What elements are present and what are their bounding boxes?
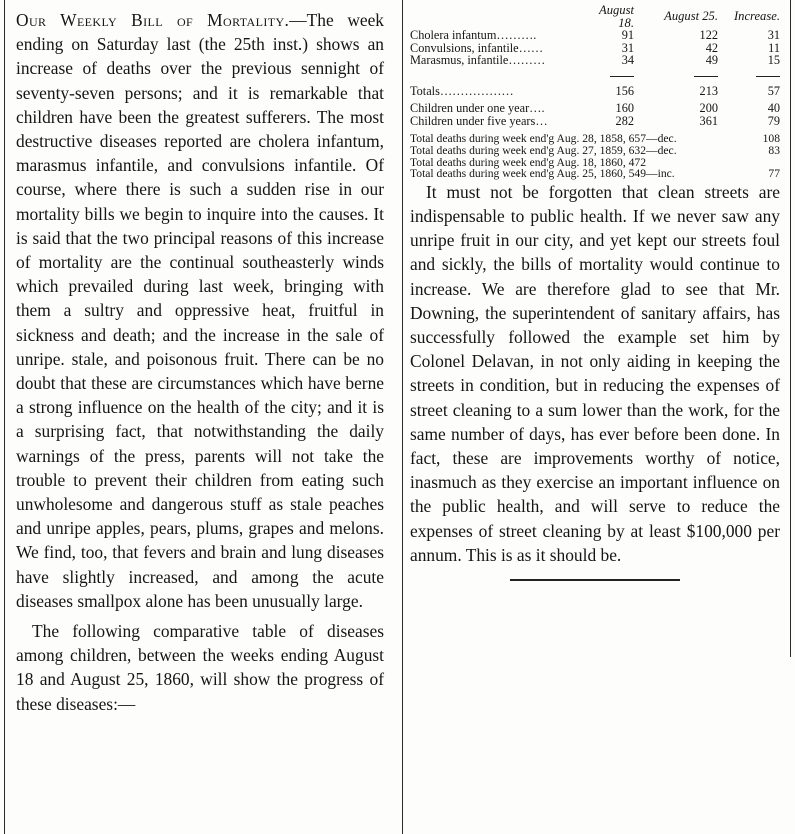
article-end-rule bbox=[510, 579, 680, 581]
column-rule-middle bbox=[402, 0, 403, 834]
totals-row bbox=[410, 85, 780, 98]
row-increase: 15 bbox=[767, 53, 780, 68]
row-aug18: 282 bbox=[615, 113, 634, 128]
disease-rows bbox=[410, 29, 780, 67]
row-aug18: 34 bbox=[621, 53, 634, 68]
table-row bbox=[410, 102, 780, 115]
article-left-column bbox=[16, 8, 384, 716]
yearly-total-text: Total deaths during week end'g Aug. 25, 1860, 549—inc. bbox=[410, 167, 675, 181]
children-rows bbox=[410, 102, 780, 127]
header-increase: Increase. bbox=[733, 9, 780, 24]
row-aug18: 160 bbox=[615, 101, 634, 116]
yearly-totals-list bbox=[410, 133, 780, 179]
row-label: Convulsions, infantile…… bbox=[410, 40, 544, 55]
yearly-total-text: Total deaths during week end'g Aug. 27, 1859, 632—dec. bbox=[410, 143, 677, 157]
table-row bbox=[410, 54, 780, 67]
row-label: Children under five years… bbox=[410, 113, 548, 128]
row-increase: 40 bbox=[767, 101, 780, 116]
row-label: Marasmus, infantile……… bbox=[410, 53, 546, 68]
row-aug18: 91 bbox=[621, 28, 634, 43]
row-aug18: 31 bbox=[621, 40, 634, 55]
totals-aug25: 213 bbox=[699, 83, 718, 98]
row-aug25: 122 bbox=[699, 28, 718, 43]
row-increase: 79 bbox=[767, 113, 780, 128]
table-header-row bbox=[410, 4, 780, 29]
header-aug18: August 18. bbox=[599, 3, 634, 30]
yearly-total-line bbox=[410, 145, 780, 157]
row-increase: 11 bbox=[768, 40, 780, 55]
header-aug25: August 25. bbox=[664, 9, 718, 24]
article-paragraph-2: The following comparative table of diseases among children, between the weeks ending August 18 and August 25, 1860, will show the progress of these diseases:— bbox=[16, 621, 384, 714]
row-label: Cholera infantum………. bbox=[410, 28, 537, 43]
paragraph-1-text: —The week ending on Saturday last (the 25th inst.) shows an increase of deaths over the previous sennight of seventy-seven persons; and it is remarkable that children have been the greatest sufferers. The most destructive diseases reported are cholera infantum, marasmus infantile, and convulsions infantile. Of course, where there is such a sudden rise in our mortality bills we begin to inquire into the causes. It is said that the two principal reasons of this increase of mortality are the continual southeasterly winds which prevailed during last week, bringing with them a sultry and oppressive heat, fruitful in sickness and death; and the increase in the sale of unripe. stale, and poisonous fruit. There can be no doubt that these are circumstances which have berne a strong influence on the health of the city; and it is a surprising fact, that notwithstanding the daily warnings of the press, parents will not take the trouble to prevent their children from eating such unwholesome and dangerous stuff as stale peaches and unripe apples, pears, plums, grapes and melons. We find, too, that fevers and brain and lung diseases have slightly increased, and among the acute diseases smallpox alone has been unusually large. bbox=[16, 10, 385, 611]
yearly-total-value: 77 bbox=[768, 167, 780, 181]
sum-rule-row bbox=[410, 67, 780, 80]
yearly-total-line bbox=[410, 168, 780, 180]
table-row bbox=[410, 115, 780, 128]
table-row bbox=[410, 29, 780, 42]
article-right-column bbox=[410, 4, 780, 581]
row-increase: 31 bbox=[767, 28, 780, 43]
yearly-total-value: 108 bbox=[762, 132, 780, 146]
totals-increase: 57 bbox=[767, 83, 780, 98]
row-aug25: 361 bbox=[699, 113, 718, 128]
totals-label: Totals……………… bbox=[410, 83, 514, 98]
row-aug25: 200 bbox=[699, 101, 718, 116]
yearly-total-text: Total deaths during week end'g Aug. 28, 1858, 657—dec. bbox=[410, 132, 677, 146]
mortality-table bbox=[410, 4, 780, 127]
article-paragraph-1 bbox=[16, 8, 384, 613]
article-headline: Our Weekly Bill of Mortality. bbox=[16, 10, 290, 30]
column-rule-left bbox=[4, 0, 5, 834]
row-aug25: 49 bbox=[705, 53, 718, 68]
row-label: Children under one year…. bbox=[410, 101, 545, 116]
yearly-total-text: Total deaths during week end'g Aug. 18, 1860, 472 bbox=[410, 155, 647, 169]
yearly-total-value: 83 bbox=[768, 143, 780, 157]
totals-aug18: 156 bbox=[615, 83, 634, 98]
column-rule-right bbox=[790, 0, 791, 657]
row-aug25: 42 bbox=[705, 40, 718, 55]
article-paragraph-3: It must not be forgotten that clean streets are indispensable to public health. If we never saw any unripe fruit in our city, and yet kept our streets foul and sickly, the bills of mortality would continue to increase. We are therefore glad to see that Mr. Downing, the superintendent of sanitary affairs, has successfully followed the example set him by Colonel Delavan, in not only aiding in keeping the streets in condition, but in reducing the expenses of street cleaning to a sum lower than the work, for the same number of days, has ever before been done. In fact, these are improvements worthy of notice, inasmuch as they exercise an important influence on the public health, and will serve to reduce the expenses of street cleaning by at least $100,000 per annum. This is as it should be. bbox=[410, 181, 780, 565]
